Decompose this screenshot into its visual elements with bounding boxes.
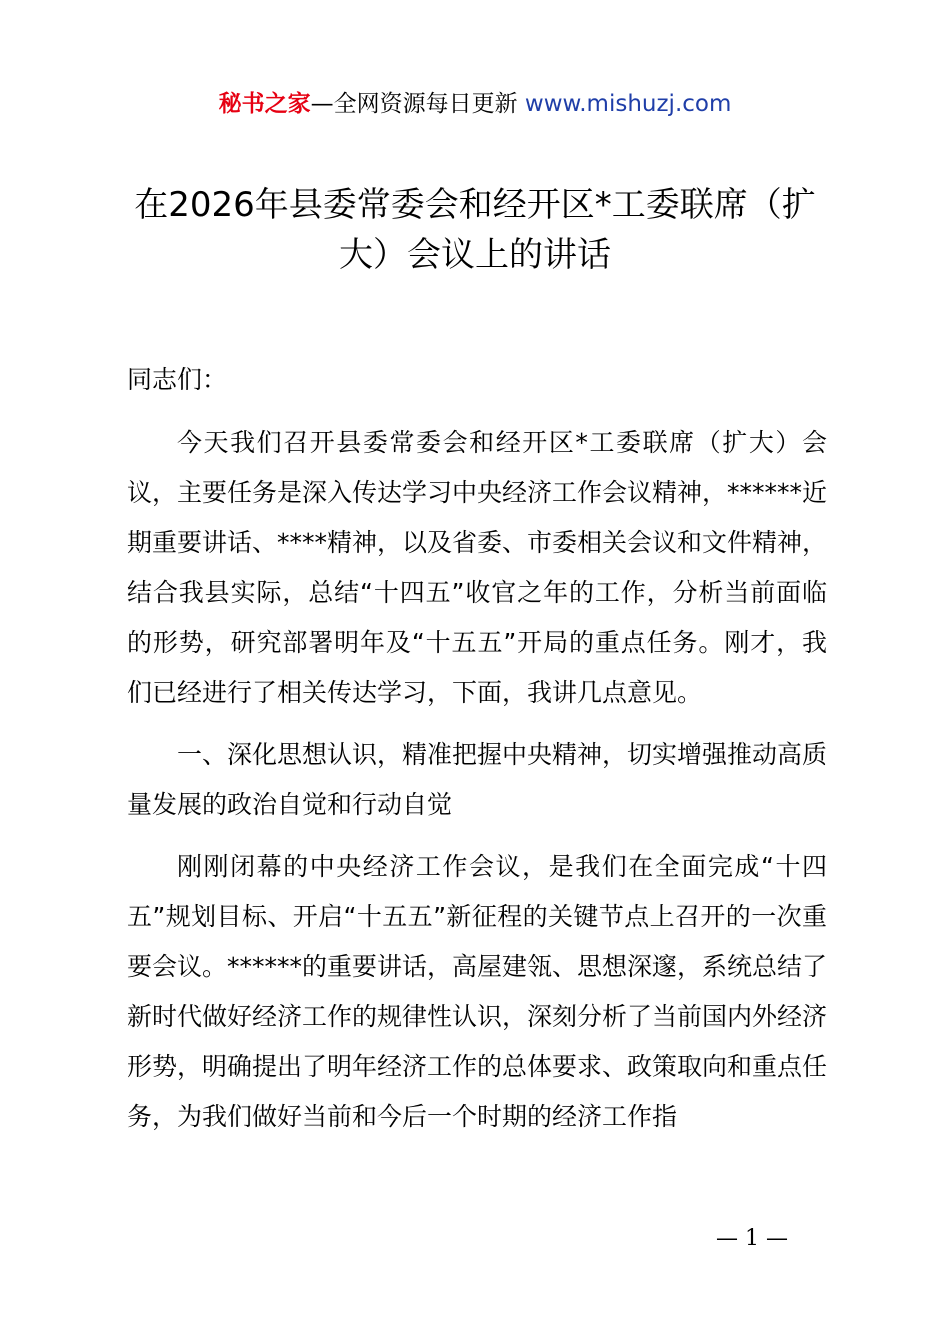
site-url-link[interactable]: www.mishuzj.com [524,91,732,117]
brand-name: 秘书之家 [218,91,311,117]
paragraph-body: 刚刚闭幕的中央经济工作会议，是我们在全面完成“十四五”规划目标、开启“十五五”新征程的关键节点上召开的一次重要会议。******的重要讲话，高屋建瓴、思想深邃，系统总结了新时代做好经济工作的规律性认识，深刻分析了当前国内外经济形势，明确提出了明年经济工作的总体要求、政策取向和重点任务，为我们做好当前和今后一个时期的经济工作指 [127,852,828,1131]
paragraph-intro: 今天我们召开县委常委会和经开区*工委联席（扩大）会议，主要任务是深入传达学习中央经济工作会议精神，******近期重要讲话、****精神，以及省委、市委相关会议和文件精神，结合我县实际，总结“十四五”收官之年的工作，分析当前面临的形势，研究部署明年及“十五五”开局的重点任务。刚才，我们已经进行了相关传达学习，下面，我讲几点意见。 [127,428,828,707]
page-number: — 1 — [716,1226,788,1251]
salutation: 同志们： [127,365,228,394]
document-title: 在2026年县委常委会和经开区*工委联席（扩大）会议上的讲话 [134,185,816,275]
section-heading-1: 一、深化思想认识，精准把握中央精神，切实增强推动高质量发展的政治自觉和行动自觉 [127,740,828,819]
header-banner [0,88,950,120]
header-tagline: —全网资源每日更新 [310,91,525,117]
